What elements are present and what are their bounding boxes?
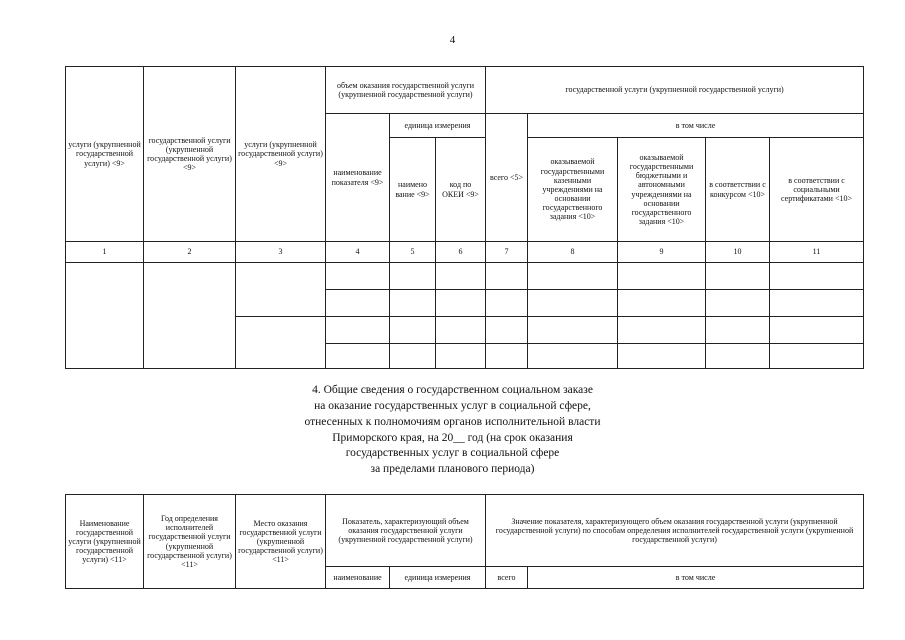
table-cell — [528, 344, 618, 369]
table-cell — [436, 263, 486, 290]
table-cell — [144, 263, 236, 369]
t1-indicator-name: наименование показателя <9> — [326, 114, 390, 242]
table-cell — [706, 344, 770, 369]
table-cell — [236, 263, 326, 317]
table-cell — [486, 290, 528, 317]
t1-number-row — [66, 242, 864, 263]
social-order-table — [65, 494, 864, 589]
table-cell — [770, 290, 864, 317]
t2-indicator-header: Показатель, характеризующий объем оказания государственной услуги (укрупненной государственной услуги) — [326, 495, 486, 567]
table-cell — [770, 317, 864, 344]
table-cell — [618, 317, 706, 344]
table-cell — [528, 290, 618, 317]
col-number: 1 — [66, 242, 144, 263]
t2-header-col1: Наименование государственной услуги (укрупненной государственной услуги) <11> — [66, 495, 144, 589]
col-number: 11 — [770, 242, 864, 263]
col-number: 8 — [528, 242, 618, 263]
table-cell — [528, 263, 618, 290]
table-row — [66, 263, 864, 290]
col-number: 3 — [236, 242, 326, 263]
table-cell — [326, 263, 390, 290]
t1-col8: оказываемой государственными казенными учреждениями на основании государственного задания <10> — [528, 138, 618, 242]
table-cell — [618, 344, 706, 369]
t2-header-col2: Год определения исполнителей государственной услуги (укрупненной государственной услуги) <11> — [144, 495, 236, 589]
col-number: 6 — [436, 242, 486, 263]
table-cell — [770, 263, 864, 290]
table-cell — [236, 317, 326, 369]
heading-line: отнесенных к полномочиям органов исполнительной власти — [304, 415, 601, 428]
table-cell — [618, 290, 706, 317]
table-cell — [770, 344, 864, 369]
t1-unit-okei: код по ОКЕИ <9> — [436, 138, 486, 242]
heading-line: на оказание государственных услуг в социальной сфере, — [314, 399, 591, 412]
t2-including: в том числе — [528, 567, 864, 589]
volume-table — [65, 66, 864, 369]
t1-header-col2: государственной услуги (укрупненной государственной услуги) <9> — [144, 67, 236, 242]
col-number: 5 — [390, 242, 436, 263]
col-number: 9 — [618, 242, 706, 263]
table-cell — [326, 344, 390, 369]
heading-line: 4. Общие сведения о государственном социальном заказе — [312, 384, 593, 396]
page-number: 4 — [449, 34, 456, 46]
table-cell — [528, 317, 618, 344]
section-heading — [200, 383, 705, 478]
table-cell — [66, 263, 144, 369]
col-number: 4 — [326, 242, 390, 263]
t2-total: всего — [486, 567, 528, 589]
t1-volume-header: объем оказания государственной услуги (укрупненной государственной услуги) — [326, 67, 486, 114]
t2-name: наименование — [326, 567, 390, 589]
col-number: 10 — [706, 242, 770, 263]
heading-line: за пределами планового периода) — [370, 463, 535, 476]
table-cell — [706, 290, 770, 317]
t1-col9: оказываемой государственными бюджетными и автономными учреждениями на основании государственного задания <10> — [618, 138, 706, 242]
table-cell — [618, 263, 706, 290]
table-cell — [390, 263, 436, 290]
t1-total: всего <5> — [486, 114, 528, 242]
table-cell — [390, 317, 436, 344]
table-cell — [326, 317, 390, 344]
heading-line: государственных услуг в социальной сфере — [345, 447, 560, 460]
table-cell — [390, 344, 436, 369]
t1-col11: в соответствии с социальными сертификатами <10> — [770, 138, 864, 242]
t1-header-col1: услуги (укрупненной государственной услуги) <9> — [66, 67, 144, 242]
table-cell — [706, 317, 770, 344]
table-cell — [486, 263, 528, 290]
t1-including: в том числе — [528, 114, 864, 138]
t1-header-col3: услуги (укрупненной государственной услуги) <9> — [236, 67, 326, 242]
t2-header-col3: Место оказания государственной услуги (укрупненной государственной услуги) <11> — [236, 495, 326, 589]
t1-unit-header: единица измерения — [390, 114, 486, 138]
table-cell — [326, 290, 390, 317]
t1-unit-name: наимено вание <9> — [390, 138, 436, 242]
table-cell — [390, 290, 436, 317]
table-cell — [486, 317, 528, 344]
table-cell — [486, 344, 528, 369]
table-cell — [436, 290, 486, 317]
t2-value-header: Значение показателя, характеризующего объем оказания государственной услуги (укрупненной государственной услуги) по способам определения исполнителей государственной услуги (укрупненной государственной услуги) — [486, 495, 864, 567]
table-cell — [436, 344, 486, 369]
t2-unit: единица измерения — [390, 567, 486, 589]
table-cell — [436, 317, 486, 344]
col-number: 2 — [144, 242, 236, 263]
heading-line: Приморского края, на 20__ год (на срок оказания — [332, 431, 573, 444]
t1-service-header: государственной услуги (укрупненной государственной услуги) — [486, 67, 864, 114]
col-number: 7 — [486, 242, 528, 263]
table-cell — [706, 263, 770, 290]
t1-col10: в соответствии с конкурсом <10> — [706, 138, 770, 242]
